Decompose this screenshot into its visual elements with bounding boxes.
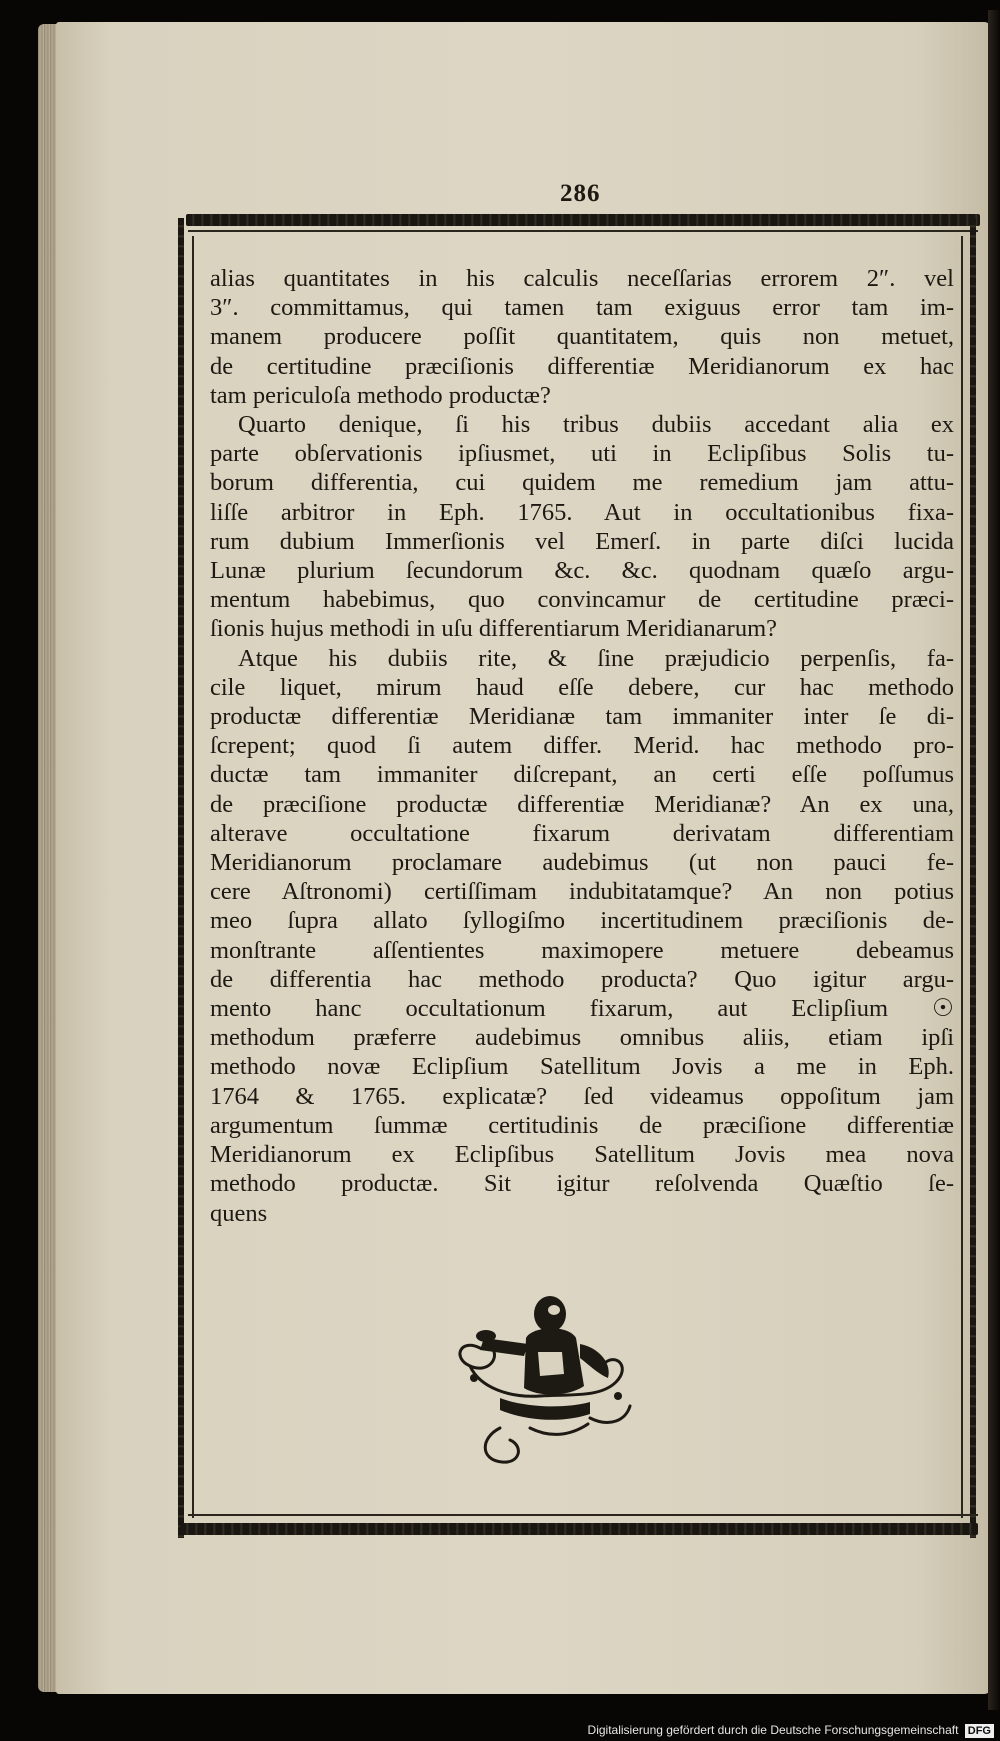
top-border-rule	[186, 214, 980, 226]
text-line: meo ſupra allato ſyllogiſmo incertitudinem præciſionis de-	[210, 907, 954, 935]
text-line: ductæ tam immaniter diſcrepant, an certi eſſe poſſumus	[210, 761, 954, 789]
text-line: de differentia hac methodo producta? Quo igitur argu-	[210, 965, 954, 993]
right-inner-rule	[961, 236, 963, 1518]
text-line: methodum præferre audebimus omnibus aliis, etiam ipſi	[210, 1024, 954, 1052]
page-number: 286	[560, 180, 601, 207]
text-line: Quarto denique, ſi his tribus dubiis accedant alia ex	[238, 411, 954, 439]
text-line: tam periculoſa methodo productæ?	[210, 381, 551, 409]
text-line: alterave occultatione fixarum derivatam differentiam	[210, 819, 954, 847]
text-line: ſionis hujus methodi in uſu differentiarum Meridianarum?	[210, 615, 778, 643]
text-line: 3″. committamus, qui tamen tam exiguus error tam im-	[210, 294, 954, 322]
text-line: de certitudine præciſionis differentiæ Meridianorum ex hac	[210, 352, 954, 380]
digitization-credit-footer	[0, 1719, 994, 1741]
text-line: manem producere poſſit quantitatem, quis non metuet,	[210, 323, 954, 351]
text-line: monſtrante aſſentientes maximopere metuere debeamus	[210, 936, 954, 964]
text-line: rum dubium Immerſionis vel Emerſ. in parte diſci lucida	[210, 527, 954, 555]
bottom-inner-rule	[188, 1514, 978, 1516]
text-line: de præciſione productæ differentiæ Meridianæ? An ex una,	[210, 790, 954, 818]
footer-credit: Digitalisierung gefördert durch die Deutsche Forschungsgemeinschaft	[587, 1723, 959, 1737]
text-line: Atque his dubiis rite, & ſine præjudicio perpenſis, fa-	[238, 644, 954, 672]
text-line: Meridianorum ex Eclipſibus Satellitum Jovis mea nova	[210, 1141, 954, 1169]
top-inner-rule	[188, 230, 978, 232]
text-line: ſcrepent; quod ſi autem differ. Merid. hac methodo pro-	[210, 732, 954, 760]
dfg-logo: DFG	[965, 1724, 994, 1738]
printers-ornament-vignette	[440, 1278, 650, 1470]
text-line: parte obſervationis ipſiusmet, uti in Eclipſibus Solis tu-	[210, 440, 954, 468]
bottom-border-rule	[180, 1523, 978, 1535]
text-line: quens	[210, 1199, 268, 1227]
right-border-rule	[970, 218, 976, 1538]
text-line: alias quantitates in his calculis neceſſarias errorem 2″. vel	[210, 265, 954, 292]
left-inner-rule	[192, 236, 194, 1518]
text-line: cere Aſtronomi) certiſſimam indubitatamque? An non potius	[210, 878, 954, 906]
text-line: cile liquet, mirum haud eſſe debere, cur hac methodo	[210, 673, 954, 701]
left-border-rule	[178, 218, 184, 1538]
text-line: methodo novæ Eclipſium Satellitum Jovis a me in Eph.	[210, 1053, 954, 1081]
text-line: methodo productæ. Sit igitur reſolvenda Quæſtio ſe-	[210, 1170, 954, 1198]
text-line: Lunæ plurium ſecundorum &c. &c. quodnam quæſo argu-	[210, 557, 954, 585]
text-line: mentum habebimus, quo convincamur de certitudine præci-	[210, 586, 954, 614]
text-line: borum differentia, cui quidem me remedium jam attu-	[210, 469, 954, 497]
text-line: 1764 & 1765. explicatæ? ſed videamus oppoſitum jam	[210, 1082, 954, 1110]
text-line: mento hanc occultationum fixarum, aut Eclipſium ☉	[210, 995, 954, 1023]
body-text	[210, 264, 954, 1228]
text-line: Meridianorum proclamare audebimus (ut non pauci fe-	[210, 849, 954, 877]
text-line: argumentum ſummæ certitudinis de præciſione differentiæ	[210, 1111, 954, 1139]
text-line: liſſe arbitror in Eph. 1765. Aut in occultationibus fixa-	[210, 498, 954, 526]
text-line: productæ differentiæ Meridianæ tam immaniter inter ſe di-	[210, 703, 954, 731]
binding-shadow	[988, 10, 1000, 1710]
